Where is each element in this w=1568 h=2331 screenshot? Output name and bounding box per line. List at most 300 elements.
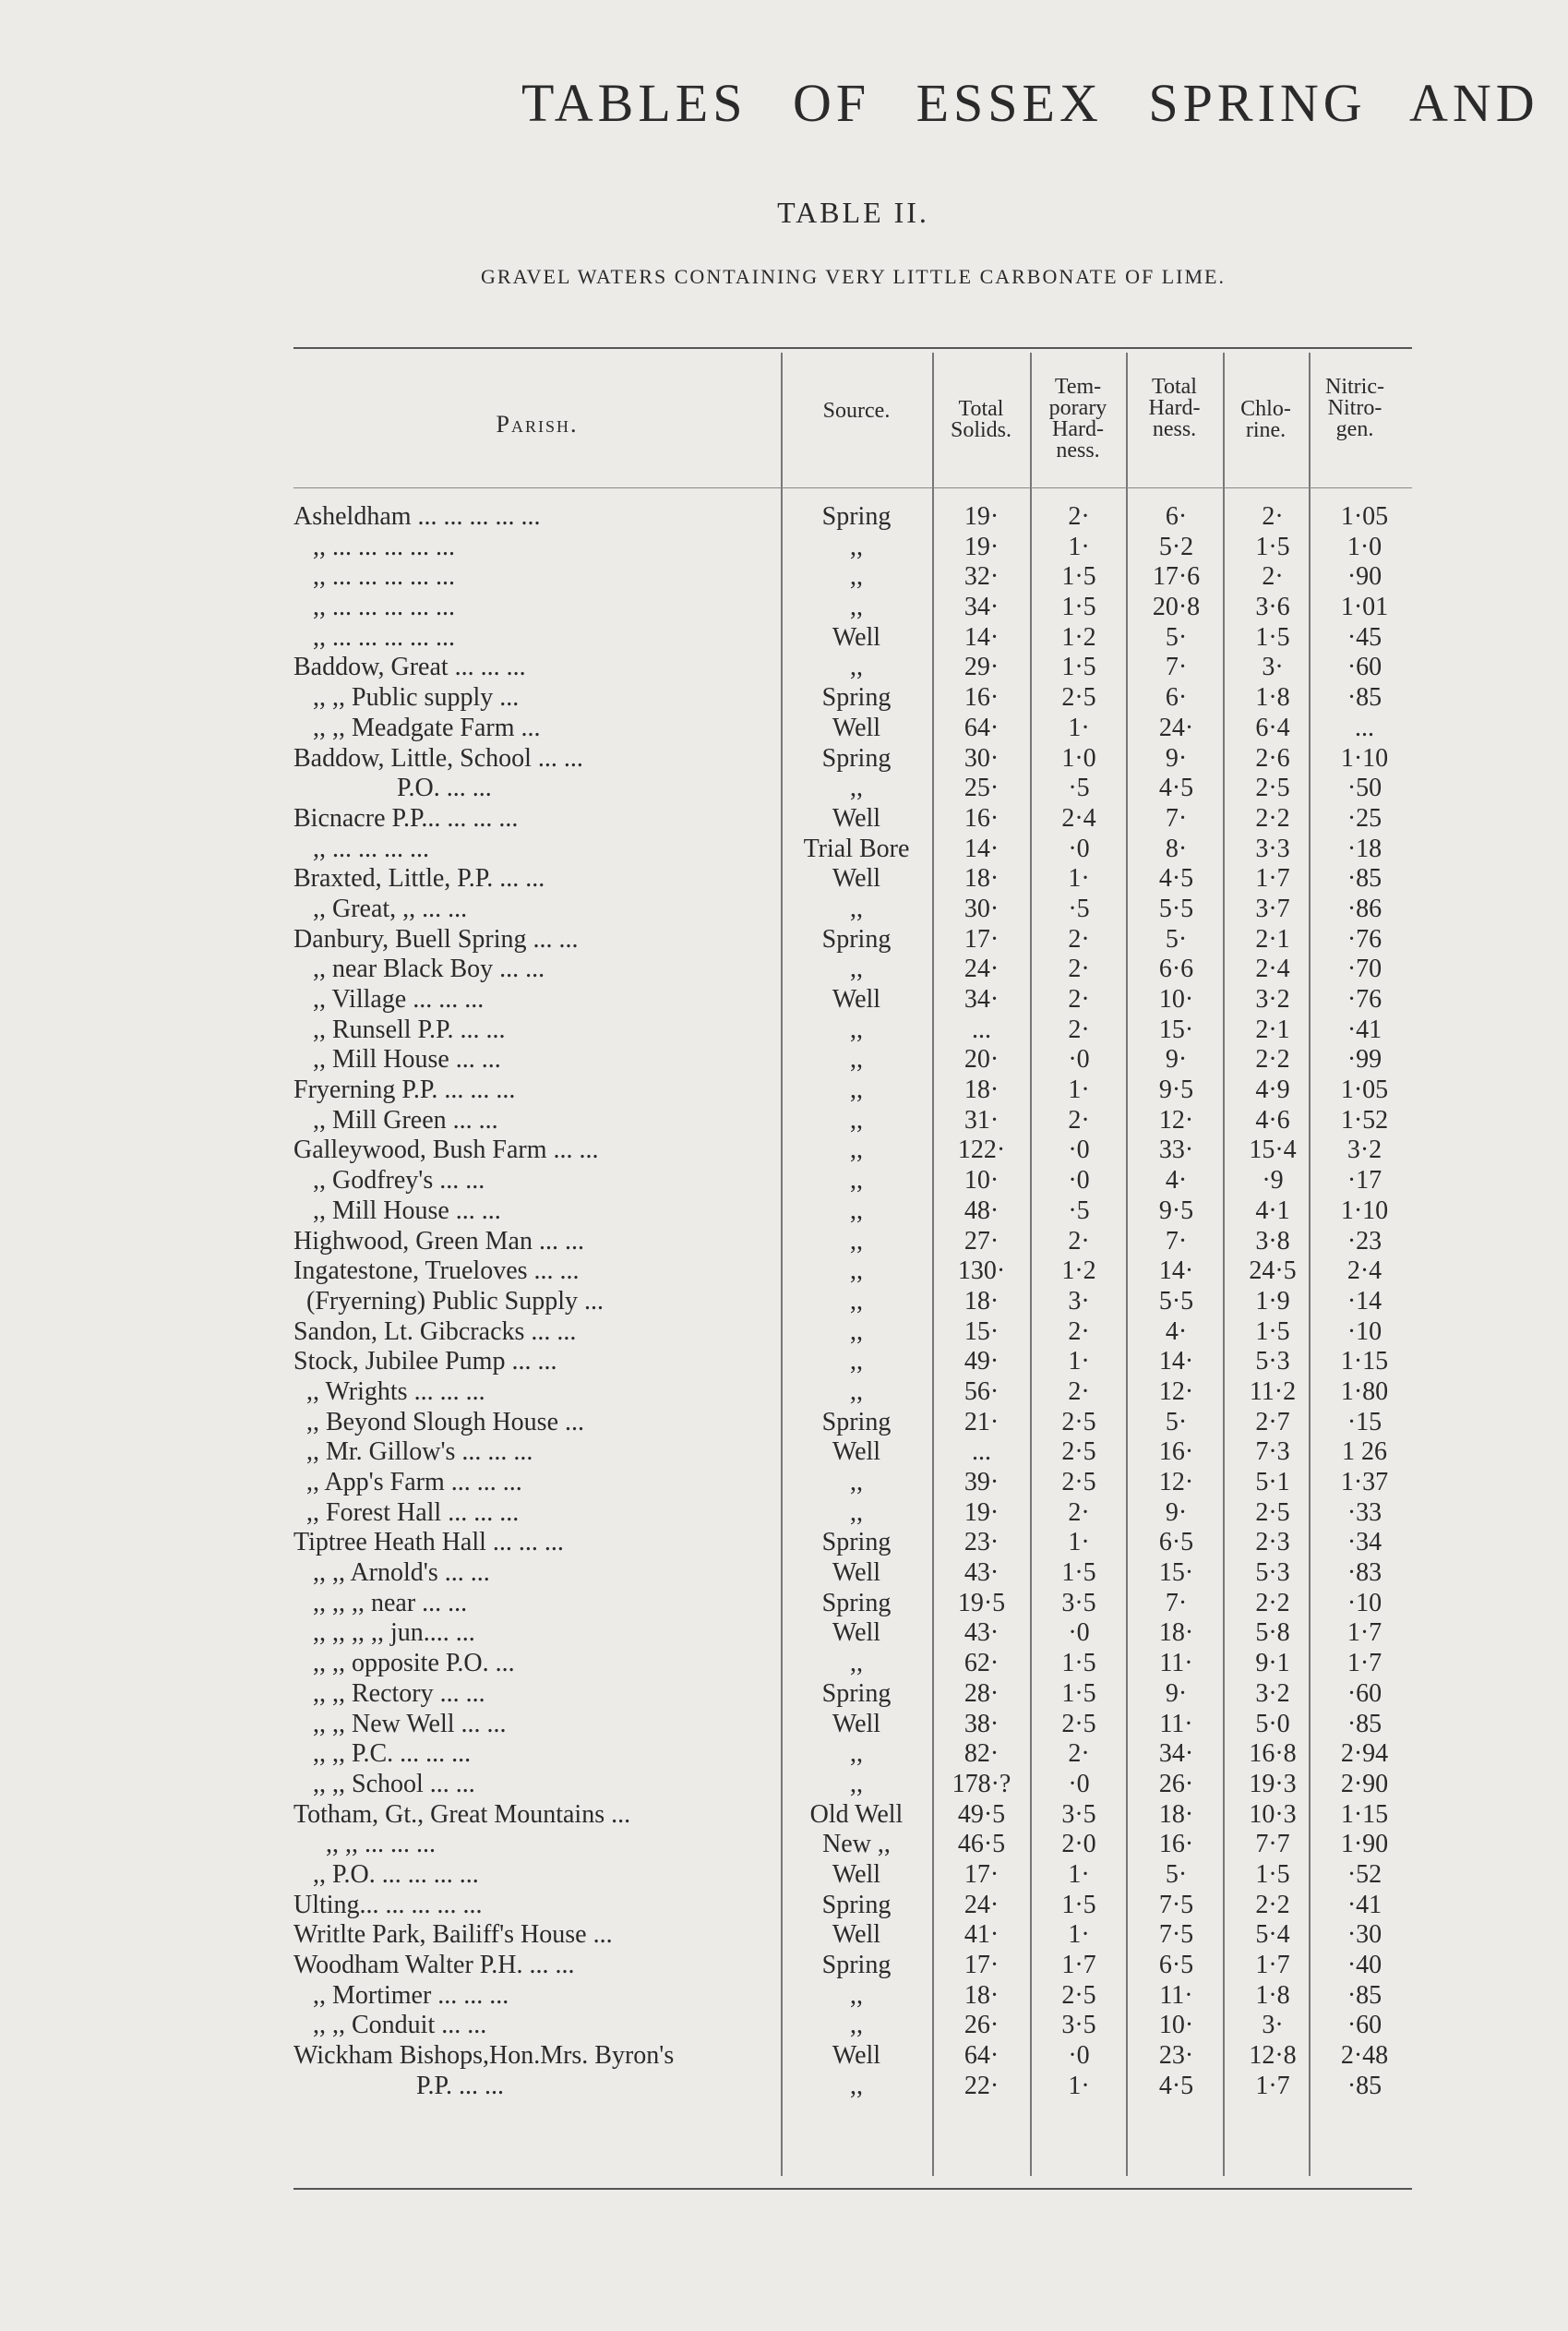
- total-solids-cell: 19·: [964, 532, 999, 561]
- chlorine-cell: 2·5: [1255, 1497, 1290, 1527]
- parish-cell: ,, Beyond Slough House ...: [293, 1407, 584, 1436]
- temporary-hardness-cell: 2·5: [1061, 1407, 1096, 1436]
- total-solids-cell: 62·: [964, 1649, 999, 1678]
- chlorine-cell: 10·3: [1249, 1799, 1297, 1829]
- table-row: [293, 1045, 1401, 1075]
- nitric-nitrogen-cell: 1·15: [1340, 1799, 1389, 1829]
- chlorine-cell: 1·8: [1255, 683, 1290, 713]
- source-cell: ,,: [850, 1105, 863, 1135]
- chlorine-cell: 2·6: [1255, 743, 1290, 773]
- total-solids-cell: 19·: [964, 1497, 999, 1527]
- total-solids-cell: 39·: [964, 1468, 999, 1496]
- nitric-nitrogen-cell: ·41: [1347, 1890, 1382, 1919]
- source-cell: Spring: [821, 1890, 892, 1919]
- chlorine-cell: 2·1: [1255, 924, 1290, 954]
- total-hardness-cell: 4·5: [1158, 2071, 1194, 2100]
- table-row: [293, 804, 1401, 835]
- total-hardness-cell: 11·: [1159, 1649, 1193, 1678]
- total-hardness-cell: 23·: [1158, 2041, 1194, 2071]
- temporary-hardness-cell: 2·5: [1061, 1709, 1096, 1738]
- temporary-hardness-cell: ·0: [1068, 2041, 1090, 2071]
- total-hardness-cell: 24·: [1158, 713, 1194, 742]
- source-cell: Well: [832, 803, 881, 833]
- total-solids-cell: 32·: [964, 562, 999, 592]
- total-hardness-cell: 12·: [1158, 1468, 1194, 1496]
- chlorine-cell: 1·7: [1255, 2071, 1290, 2100]
- parish-cell: Totham, Gt., Great Mountains ...: [293, 1799, 631, 1829]
- temporary-hardness-cell: 2·: [1068, 1105, 1090, 1135]
- chlorine-cell: 6·4: [1255, 713, 1290, 742]
- temporary-hardness-cell: 1·5: [1061, 1890, 1096, 1919]
- nitric-nitrogen-cell: 1·0: [1347, 532, 1382, 561]
- temporary-hardness-cell: 2·5: [1061, 683, 1096, 713]
- table-row: [293, 1679, 1401, 1710]
- chlorine-cell: 1·5: [1255, 622, 1290, 652]
- total-solids-cell: 17·: [964, 924, 999, 954]
- total-hardness-cell: 5·: [1165, 924, 1188, 954]
- total-hardness-cell: 12·: [1158, 1105, 1194, 1135]
- temporary-hardness-cell: 2·5: [1061, 1468, 1096, 1496]
- source-cell: ,,: [850, 1980, 863, 2010]
- total-hardness-cell: 18·: [1158, 1618, 1194, 1648]
- total-solids-cell: 17·: [964, 1859, 999, 1889]
- nitric-nitrogen-cell: ·40: [1347, 1951, 1382, 1979]
- temporary-hardness-cell: 3·5: [1061, 1799, 1096, 1829]
- total-solids-cell: 49·5: [957, 1799, 1006, 1829]
- nitric-nitrogen-cell: ·30: [1347, 1920, 1382, 1950]
- temporary-hardness-cell: 1·: [1068, 532, 1090, 561]
- parish-cell: ,, ,, ... ... ...: [293, 1830, 436, 1859]
- temporary-hardness-cell: 1·: [1068, 1528, 1090, 1557]
- table-row: [293, 1528, 1401, 1558]
- chlorine-cell: 9·1: [1255, 1649, 1290, 1678]
- temporary-hardness-cell: 2·: [1068, 1015, 1090, 1044]
- temporary-hardness-cell: 2·5: [1061, 1980, 1096, 2010]
- chlorine-cell: 2·4: [1255, 955, 1290, 984]
- nitric-nitrogen-cell: 2·90: [1340, 1769, 1389, 1798]
- nitric-nitrogen-cell: ·85: [1347, 1709, 1382, 1738]
- table-row: [293, 714, 1401, 744]
- temporary-hardness-cell: 1·: [1068, 2071, 1090, 2100]
- total-hardness-cell: 17·6: [1152, 562, 1201, 592]
- total-solids-cell: 24·: [964, 1890, 999, 1919]
- table-row: [293, 1347, 1401, 1377]
- parish-cell: ,, P.O. ... ... ... ...: [293, 1859, 479, 1889]
- header-source: Source.: [822, 399, 891, 423]
- temporary-hardness-cell: ·0: [1068, 1769, 1090, 1798]
- total-hardness-cell: 5·: [1165, 622, 1188, 652]
- temporary-hardness-cell: 1·5: [1061, 1558, 1096, 1588]
- chlorine-cell: 1·8: [1255, 1980, 1290, 2010]
- temporary-hardness-cell: ·0: [1068, 1618, 1090, 1648]
- total-solids-cell: 82·: [964, 1739, 999, 1769]
- header-line: Chlo-: [1240, 397, 1291, 421]
- source-cell: ,,: [850, 532, 863, 561]
- nitric-nitrogen-cell: ·70: [1347, 955, 1382, 984]
- total-solids-cell: 10·: [964, 1166, 999, 1196]
- nitric-nitrogen-cell: 1·05: [1340, 502, 1389, 531]
- parish-cell: ,, ,, School ... ...: [293, 1769, 475, 1798]
- table-row: [293, 1558, 1401, 1589]
- source-cell: ,,: [850, 1739, 863, 1769]
- total-hardness-cell: 4·: [1165, 1316, 1188, 1346]
- total-solids-cell: 19·5: [957, 1588, 1006, 1617]
- header-line: Total: [1152, 375, 1197, 399]
- chlorine-cell: 1·9: [1255, 1286, 1290, 1316]
- total-hardness-cell: 7·: [1165, 653, 1188, 682]
- chlorine-cell: ·9: [1262, 1166, 1284, 1196]
- chlorine-cell: 15·4: [1249, 1135, 1297, 1165]
- nitric-nitrogen-cell: 3·2: [1347, 1135, 1382, 1165]
- parish-cell: P.P. ... ...: [293, 2071, 504, 2100]
- total-hardness-cell: 7·5: [1158, 1920, 1194, 1950]
- total-solids-cell: 64·: [964, 713, 999, 742]
- header-line: Tem-: [1054, 375, 1102, 399]
- source-cell: Spring: [821, 683, 892, 713]
- parish-cell: Baddow, Little, School ... ...: [293, 743, 583, 773]
- parish-cell: ,, ,, ,, ,, jun.... ...: [293, 1618, 475, 1648]
- top-rule: [293, 347, 1412, 349]
- chlorine-cell: 1·7: [1255, 864, 1290, 894]
- chlorine-cell: 2·2: [1255, 1890, 1290, 1919]
- total-solids-cell: 34·: [964, 593, 999, 622]
- chlorine-cell: 3·2: [1255, 985, 1290, 1014]
- chlorine-cell: 19·3: [1249, 1769, 1297, 1798]
- nitric-nitrogen-cell: ·76: [1347, 985, 1382, 1014]
- nitric-nitrogen-cell: ·34: [1347, 1528, 1382, 1557]
- running-title: TABLES OF ESSEX SPRING AND: [521, 73, 1539, 133]
- nitric-nitrogen-cell: ·10: [1347, 1316, 1382, 1346]
- temporary-hardness-cell: 1·7: [1061, 1951, 1096, 1979]
- source-cell: ,,: [850, 2071, 863, 2100]
- nitric-nitrogen-cell: ·90: [1347, 562, 1382, 592]
- total-solids-cell: 18·: [964, 1286, 999, 1316]
- parish-cell: ,, App's Farm ... ... ...: [293, 1468, 522, 1496]
- parish-cell: ,, Wrights ... ... ...: [293, 1376, 485, 1406]
- temporary-hardness-cell: 2·: [1068, 1497, 1090, 1527]
- total-hardness-cell: 5·: [1165, 1407, 1188, 1436]
- total-solids-cell: 122·: [957, 1135, 1006, 1165]
- total-hardness-cell: 4·5: [1158, 774, 1194, 803]
- parish-cell: Braxted, Little, P.P. ... ...: [293, 864, 545, 894]
- total-hardness-cell: 6·: [1165, 683, 1188, 713]
- source-cell: Well: [832, 1920, 881, 1950]
- chlorine-cell: 2·5: [1255, 774, 1290, 803]
- temporary-hardness-cell: 1·5: [1061, 593, 1096, 622]
- nitric-nitrogen-cell: ·45: [1347, 622, 1382, 652]
- chlorine-cell: 24·5: [1249, 1256, 1297, 1286]
- temporary-hardness-cell: ·0: [1068, 1045, 1090, 1075]
- total-solids-cell: 56·: [964, 1376, 999, 1406]
- source-cell: ,,: [850, 1497, 863, 1527]
- total-hardness-cell: 9·: [1165, 1678, 1188, 1708]
- total-solids-cell: 22·: [964, 2071, 999, 2100]
- parish-cell: ,, ... ... ... ... ...: [293, 593, 455, 622]
- temporary-hardness-cell: 2·: [1068, 985, 1090, 1014]
- table-row: [293, 1860, 1401, 1891]
- chlorine-cell: 1·5: [1255, 1316, 1290, 1346]
- parish-cell: ,, ,, opposite P.O. ...: [293, 1649, 515, 1678]
- parish-cell: Ulting... ... ... ... ...: [293, 1890, 483, 1919]
- temporary-hardness-cell: 2·: [1068, 1739, 1090, 1769]
- nitric-nitrogen-cell: 1·80: [1340, 1376, 1389, 1406]
- nitric-nitrogen-cell: 1·7: [1347, 1618, 1382, 1648]
- parish-cell: ,, ... ... ... ... ...: [293, 562, 455, 592]
- total-hardness-cell: 14·: [1158, 1347, 1194, 1376]
- nitric-nitrogen-cell: 1·10: [1340, 743, 1389, 773]
- source-cell: ,,: [850, 1649, 863, 1678]
- nitric-nitrogen-cell: ·60: [1347, 653, 1382, 682]
- parish-cell: Asheldham ... ... ... ... ...: [293, 502, 541, 531]
- total-solids-cell: 38·: [964, 1709, 999, 1738]
- table-row: [293, 653, 1401, 683]
- parish-cell: Ingatestone, Trueloves ... ...: [293, 1256, 580, 1286]
- nitric-nitrogen-cell: ·50: [1347, 774, 1382, 803]
- source-cell: ,,: [850, 593, 863, 622]
- table-row: [293, 1618, 1401, 1649]
- nitric-nitrogen-cell: 2·4: [1347, 1256, 1382, 1286]
- total-hardness-cell: 5·5: [1158, 1286, 1194, 1316]
- table-row: [293, 1739, 1401, 1770]
- table-row: [293, 1800, 1401, 1831]
- temporary-hardness-cell: 1·5: [1061, 562, 1096, 592]
- source-cell: New ,,: [822, 1830, 891, 1859]
- parish-cell: ,, near Black Boy ... ...: [293, 955, 545, 984]
- table-row: [293, 1256, 1401, 1287]
- table-row: [293, 1589, 1401, 1619]
- total-hardness-cell: 16·: [1158, 1437, 1194, 1467]
- total-hardness-cell: 33·: [1158, 1135, 1194, 1165]
- total-solids-cell: 49·: [964, 1347, 999, 1376]
- total-hardness-cell: 7·: [1165, 803, 1188, 833]
- total-solids-cell: 18·: [964, 864, 999, 894]
- table-row: [293, 1196, 1401, 1227]
- nitric-nitrogen-cell: ...: [1355, 713, 1374, 742]
- parish-cell: ,, ,, ,, near ... ...: [293, 1588, 468, 1617]
- parish-cell: Highwood, Green Man ... ...: [293, 1226, 584, 1256]
- chlorine-cell: 2·2: [1255, 1588, 1290, 1617]
- temporary-hardness-cell: ·5: [1068, 894, 1090, 923]
- parish-cell: ,, Mill Green ... ...: [293, 1105, 498, 1135]
- total-hardness-cell: 5·5: [1158, 894, 1194, 923]
- total-hardness-cell: 6·5: [1158, 1528, 1194, 1557]
- total-solids-cell: 27·: [964, 1226, 999, 1256]
- parish-cell: ,, ... ... ... ... ...: [293, 622, 455, 652]
- total-solids-cell: 43·: [964, 1618, 999, 1648]
- total-solids-cell: 178·?: [952, 1769, 1011, 1798]
- total-solids-cell: 34·: [964, 985, 999, 1014]
- temporary-hardness-cell: 1·: [1068, 713, 1090, 742]
- source-cell: ,,: [850, 1769, 863, 1798]
- parish-cell: ,, ,, Meadgate Farm ...: [293, 713, 541, 742]
- table-row: [293, 1649, 1401, 1679]
- nitric-nitrogen-cell: ·41: [1347, 1015, 1382, 1044]
- total-solids-cell: 23·: [964, 1528, 999, 1557]
- nitric-nitrogen-cell: ·85: [1347, 683, 1382, 713]
- temporary-hardness-cell: ·0: [1068, 1135, 1090, 1165]
- temporary-hardness-cell: 1·: [1068, 1347, 1090, 1376]
- source-cell: Well: [832, 864, 881, 894]
- source-cell: ,,: [850, 653, 863, 682]
- chlorine-cell: 12·8: [1249, 2041, 1297, 2071]
- table-row: [293, 1075, 1401, 1106]
- table-caption: GRAVEL WATERS CONTAINING VERY LITTLE CARBONATE OF LIME.: [481, 265, 1226, 288]
- header-chlorine: [1223, 399, 1309, 441]
- header-line: Nitric-: [1325, 375, 1384, 399]
- parish-cell: ,, Village ... ... ...: [293, 985, 485, 1014]
- bottom-rule: [293, 2188, 1412, 2190]
- total-hardness-cell: 5·: [1165, 1859, 1188, 1889]
- table-number: TABLE II.: [777, 196, 929, 229]
- source-cell: Spring: [821, 1588, 892, 1617]
- total-hardness-cell: 6·6: [1158, 955, 1194, 984]
- source-cell: Spring: [821, 502, 892, 531]
- parish-cell: ,, ,, Rectory ... ...: [293, 1678, 485, 1708]
- temporary-hardness-cell: 2·: [1068, 1226, 1090, 1256]
- parish-cell: P.O. ... ...: [293, 774, 492, 803]
- chlorine-cell: 3·8: [1255, 1226, 1290, 1256]
- source-cell: ,,: [850, 1135, 863, 1165]
- source-cell: ,,: [850, 955, 863, 984]
- total-hardness-cell: 10·: [1158, 2011, 1194, 2040]
- nitric-nitrogen-cell: ·99: [1347, 1045, 1382, 1075]
- total-solids-cell: 16·: [964, 683, 999, 713]
- total-hardness-cell: 15·: [1158, 1015, 1194, 1044]
- source-cell: ,,: [850, 1226, 863, 1256]
- parish-cell: Tiptree Heath Hall ... ... ...: [293, 1528, 564, 1557]
- table-row: [293, 1920, 1401, 1951]
- parish-cell: Woodham Walter P.H. ... ...: [293, 1951, 575, 1979]
- total-hardness-cell: 9·5: [1158, 1075, 1194, 1105]
- nitric-nitrogen-cell: 1·7: [1347, 1649, 1382, 1678]
- table-row: [293, 1015, 1401, 1046]
- table-row: [293, 1498, 1401, 1529]
- chlorine-cell: 2·: [1262, 502, 1284, 531]
- total-solids-cell: 14·: [964, 834, 999, 863]
- parish-cell: ,, Mortimer ... ... ...: [293, 1980, 509, 2010]
- nitric-nitrogen-cell: ·15: [1347, 1407, 1382, 1436]
- total-hardness-cell: 9·: [1165, 743, 1188, 773]
- source-cell: Old Well: [809, 1799, 904, 1829]
- source-cell: ,,: [850, 1166, 863, 1196]
- table-row: [293, 1891, 1401, 1921]
- table-row: [293, 2041, 1401, 2072]
- source-cell: Well: [832, 622, 881, 652]
- header-nitric-nitrogen: [1309, 377, 1401, 440]
- source-cell: ,,: [850, 774, 863, 803]
- total-solids-cell: 31·: [964, 1105, 999, 1135]
- total-solids-cell: 20·: [964, 1045, 999, 1075]
- temporary-hardness-cell: 1·5: [1061, 1678, 1096, 1708]
- source-cell: ,,: [850, 1075, 863, 1105]
- total-solids-cell: ...: [972, 1437, 991, 1467]
- source-cell: Spring: [821, 743, 892, 773]
- temporary-hardness-cell: 1·5: [1061, 653, 1096, 682]
- chlorine-cell: 3·7: [1255, 894, 1290, 923]
- temporary-hardness-cell: ·0: [1068, 1166, 1090, 1196]
- total-solids-cell: 18·: [964, 1075, 999, 1105]
- header-line: Solids.: [950, 418, 1012, 442]
- total-hardness-cell: 4·: [1165, 1166, 1188, 1196]
- nitric-nitrogen-cell: 1·05: [1340, 1075, 1389, 1105]
- chlorine-cell: 3·: [1262, 2011, 1284, 2040]
- nitric-nitrogen-cell: 2·94: [1340, 1739, 1389, 1769]
- table-row: [293, 835, 1401, 865]
- chlorine-cell: 3·: [1262, 653, 1284, 682]
- parish-cell: Galleywood, Bush Farm ... ...: [293, 1135, 599, 1165]
- source-cell: ,,: [850, 1286, 863, 1316]
- table-row: [293, 593, 1401, 623]
- parish-cell: ,, ,, P.C. ... ... ...: [293, 1739, 472, 1769]
- total-hardness-cell: 4·5: [1158, 864, 1194, 894]
- total-solids-cell: 19·: [964, 502, 999, 531]
- nitric-nitrogen-cell: ·52: [1347, 1859, 1382, 1889]
- total-hardness-cell: 8·: [1165, 834, 1188, 863]
- temporary-hardness-cell: 1·: [1068, 1075, 1090, 1105]
- total-hardness-cell: 7·5: [1158, 1890, 1194, 1919]
- chlorine-cell: 1·5: [1255, 532, 1290, 561]
- header-temporary-hardness: [1030, 377, 1126, 462]
- parish-cell: ,, Runsell P.P. ... ...: [293, 1015, 506, 1044]
- chlorine-cell: 2·: [1262, 562, 1284, 592]
- nitric-nitrogen-cell: 1·15: [1340, 1347, 1389, 1376]
- chlorine-cell: 3·3: [1255, 834, 1290, 863]
- table-row: [293, 895, 1401, 925]
- nitric-nitrogen-cell: ·76: [1347, 924, 1382, 954]
- table-row: [293, 1830, 1401, 1860]
- source-cell: ,,: [850, 1045, 863, 1075]
- source-cell: Well: [832, 1437, 881, 1467]
- total-solids-cell: 30·: [964, 743, 999, 773]
- source-cell: ,,: [850, 1316, 863, 1346]
- nitric-nitrogen-cell: ·83: [1347, 1558, 1382, 1588]
- total-solids-cell: 15·: [964, 1316, 999, 1346]
- nitric-nitrogen-cell: ·14: [1347, 1286, 1382, 1316]
- parish-cell: ,, ... ... ... ...: [293, 834, 429, 863]
- total-hardness-cell: 26·: [1158, 1769, 1194, 1798]
- source-cell: Spring: [821, 1951, 892, 1979]
- total-solids-cell: 26·: [964, 2011, 999, 2040]
- table-row: [293, 1106, 1401, 1136]
- temporary-hardness-cell: 2·: [1068, 1376, 1090, 1406]
- total-solids-cell: 46·5: [957, 1830, 1006, 1859]
- table-row: [293, 1468, 1401, 1498]
- nitric-nitrogen-cell: ·17: [1347, 1166, 1382, 1196]
- nitric-nitrogen-cell: ·33: [1347, 1497, 1382, 1527]
- total-hardness-cell: 15·: [1158, 1558, 1194, 1588]
- total-solids-cell: 14·: [964, 622, 999, 652]
- total-solids-cell: 41·: [964, 1920, 999, 1950]
- total-solids-cell: 24·: [964, 955, 999, 984]
- table-row: [293, 1166, 1401, 1196]
- source-cell: Well: [832, 985, 881, 1014]
- table-body: [293, 502, 1401, 2101]
- table-row: [293, 1981, 1401, 2012]
- nitric-nitrogen-cell: ·18: [1347, 834, 1382, 863]
- source-cell: ,,: [850, 1347, 863, 1376]
- total-hardness-cell: 20·8: [1152, 593, 1201, 622]
- source-cell: ,,: [850, 1196, 863, 1225]
- parish-cell: ,, Godfrey's ... ...: [293, 1166, 485, 1196]
- table-row: [293, 985, 1401, 1015]
- header-line: Hard-: [1052, 417, 1104, 441]
- source-cell: Spring: [821, 924, 892, 954]
- table-row: [293, 1408, 1401, 1438]
- temporary-hardness-cell: 3·5: [1061, 1588, 1096, 1617]
- header-line: porary: [1048, 396, 1107, 420]
- table-row: [293, 774, 1401, 804]
- parish-cell: (Fryerning) Public Supply ...: [293, 1286, 604, 1316]
